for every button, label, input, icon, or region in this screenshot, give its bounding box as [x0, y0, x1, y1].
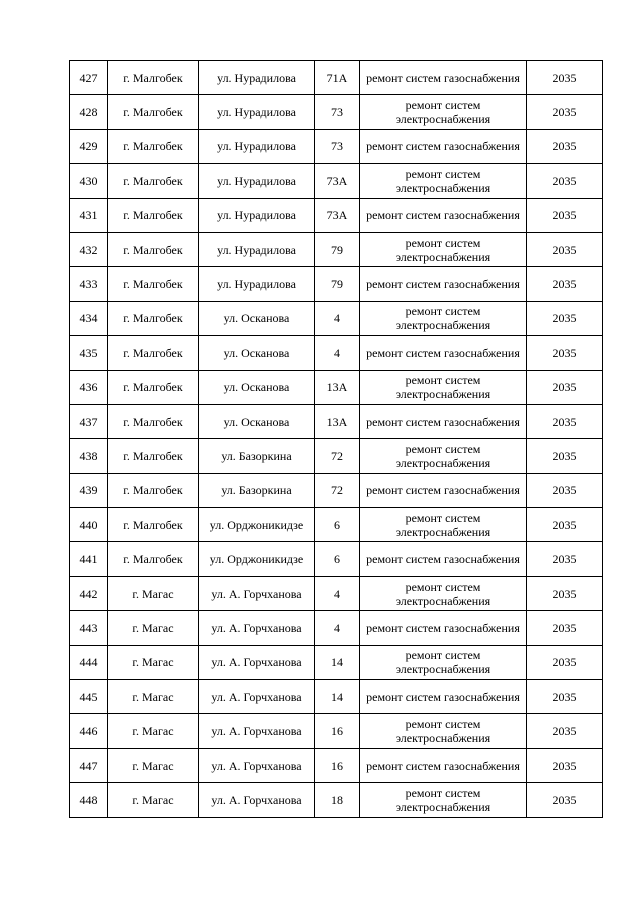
city-cell: г. Малгобек [108, 198, 199, 232]
work-type-cell: ремонт систем газоснабжения [360, 611, 527, 645]
year-cell: 2035 [527, 508, 603, 542]
city-cell: г. Малгобек [108, 439, 199, 473]
row-number-cell: 436 [70, 370, 108, 404]
table-row [70, 301, 603, 335]
work-type-cell: ремонт систем газоснабжения [360, 542, 527, 576]
house-number-cell: 79 [315, 232, 360, 266]
year-cell: 2035 [527, 301, 603, 335]
work-type-cell: ремонт систем газоснабжения [360, 748, 527, 782]
row-number-cell: 437 [70, 404, 108, 438]
year-cell: 2035 [527, 714, 603, 748]
street-cell: ул. А. Горчханова [199, 576, 315, 610]
city-cell: г. Магас [108, 611, 199, 645]
work-type-cell: ремонт систем электроснабжения [360, 164, 527, 198]
row-number-cell: 433 [70, 267, 108, 301]
table-row [70, 714, 603, 748]
row-number-cell: 441 [70, 542, 108, 576]
city-cell: г. Малгобек [108, 301, 199, 335]
work-type-cell: ремонт систем газоснабжения [360, 336, 527, 370]
city-cell: г. Малгобек [108, 473, 199, 507]
city-cell: г. Малгобек [108, 542, 199, 576]
table-row [70, 95, 603, 129]
house-number-cell: 73 [315, 129, 360, 163]
house-number-cell: 72 [315, 473, 360, 507]
row-number-cell: 447 [70, 748, 108, 782]
street-cell: ул. Нурадилова [199, 61, 315, 95]
street-cell: ул. Орджоникидзе [199, 508, 315, 542]
city-cell: г. Малгобек [108, 508, 199, 542]
table-row [70, 370, 603, 404]
house-number-cell: 4 [315, 576, 360, 610]
city-cell: г. Малгобек [108, 61, 199, 95]
table-body [70, 61, 603, 818]
street-cell: ул. Нурадилова [199, 164, 315, 198]
table-row [70, 129, 603, 163]
row-number-cell: 446 [70, 714, 108, 748]
street-cell: ул. А. Горчханова [199, 611, 315, 645]
table-row [70, 645, 603, 679]
year-cell: 2035 [527, 267, 603, 301]
city-cell: г. Малгобек [108, 267, 199, 301]
table-row [70, 198, 603, 232]
year-cell: 2035 [527, 404, 603, 438]
work-type-cell: ремонт систем электроснабжения [360, 95, 527, 129]
table-row [70, 680, 603, 714]
row-number-cell: 427 [70, 61, 108, 95]
house-number-cell: 6 [315, 542, 360, 576]
city-cell: г. Малгобек [108, 336, 199, 370]
city-cell: г. Магас [108, 748, 199, 782]
work-type-cell: ремонт систем электроснабжения [360, 370, 527, 404]
street-cell: ул. А. Горчханова [199, 645, 315, 679]
row-number-cell: 443 [70, 611, 108, 645]
table-row [70, 783, 603, 817]
row-number-cell: 438 [70, 439, 108, 473]
year-cell: 2035 [527, 232, 603, 266]
house-number-cell: 14 [315, 645, 360, 679]
row-number-cell: 431 [70, 198, 108, 232]
street-cell: ул. А. Горчханова [199, 680, 315, 714]
work-type-cell: ремонт систем электроснабжения [360, 232, 527, 266]
street-cell: ул. А. Горчханова [199, 748, 315, 782]
year-cell: 2035 [527, 129, 603, 163]
table-row [70, 473, 603, 507]
street-cell: ул. Осканова [199, 370, 315, 404]
house-number-cell: 13А [315, 370, 360, 404]
row-number-cell: 445 [70, 680, 108, 714]
house-number-cell: 72 [315, 439, 360, 473]
work-type-cell: ремонт систем электроснабжения [360, 714, 527, 748]
street-cell: ул. Нурадилова [199, 198, 315, 232]
street-cell: ул. Осканова [199, 404, 315, 438]
work-type-cell: ремонт систем газоснабжения [360, 198, 527, 232]
street-cell: ул. Нурадилова [199, 129, 315, 163]
year-cell: 2035 [527, 61, 603, 95]
street-cell: ул. Нурадилова [199, 95, 315, 129]
house-number-cell: 79 [315, 267, 360, 301]
city-cell: г. Магас [108, 783, 199, 817]
row-number-cell: 439 [70, 473, 108, 507]
year-cell: 2035 [527, 473, 603, 507]
city-cell: г. Малгобек [108, 129, 199, 163]
table-row [70, 542, 603, 576]
table-row [70, 611, 603, 645]
street-cell: ул. Базоркина [199, 473, 315, 507]
house-number-cell: 73А [315, 198, 360, 232]
work-type-cell: ремонт систем газоснабжения [360, 473, 527, 507]
work-type-cell: ремонт систем газоснабжения [360, 267, 527, 301]
table-row [70, 508, 603, 542]
street-cell: ул. Орджоникидзе [199, 542, 315, 576]
house-number-cell: 14 [315, 680, 360, 714]
work-type-cell: ремонт систем электроснабжения [360, 439, 527, 473]
year-cell: 2035 [527, 748, 603, 782]
house-number-cell: 13А [315, 404, 360, 438]
work-type-cell: ремонт систем газоснабжения [360, 680, 527, 714]
row-number-cell: 442 [70, 576, 108, 610]
row-number-cell: 444 [70, 645, 108, 679]
city-cell: г. Магас [108, 714, 199, 748]
year-cell: 2035 [527, 439, 603, 473]
street-cell: ул. Базоркина [199, 439, 315, 473]
house-number-cell: 4 [315, 611, 360, 645]
table-row [70, 576, 603, 610]
year-cell: 2035 [527, 783, 603, 817]
row-number-cell: 430 [70, 164, 108, 198]
row-number-cell: 434 [70, 301, 108, 335]
city-cell: г. Малгобек [108, 370, 199, 404]
year-cell: 2035 [527, 576, 603, 610]
street-cell: ул. Осканова [199, 301, 315, 335]
table-row [70, 232, 603, 266]
house-number-cell: 6 [315, 508, 360, 542]
city-cell: г. Малгобек [108, 95, 199, 129]
work-type-cell: ремонт систем электроснабжения [360, 783, 527, 817]
work-type-cell: ремонт систем электроснабжения [360, 576, 527, 610]
house-number-cell: 18 [315, 783, 360, 817]
city-cell: г. Малгобек [108, 232, 199, 266]
row-number-cell: 440 [70, 508, 108, 542]
row-number-cell: 432 [70, 232, 108, 266]
house-number-cell: 4 [315, 301, 360, 335]
street-cell: ул. А. Горчханова [199, 714, 315, 748]
work-type-cell: ремонт систем электроснабжения [360, 301, 527, 335]
year-cell: 2035 [527, 95, 603, 129]
table-row [70, 404, 603, 438]
table-row [70, 336, 603, 370]
city-cell: г. Малгобек [108, 404, 199, 438]
row-number-cell: 435 [70, 336, 108, 370]
street-cell: ул. Осканова [199, 336, 315, 370]
table-row [70, 61, 603, 95]
repair-schedule-table [69, 60, 603, 818]
work-type-cell: ремонт систем электроснабжения [360, 645, 527, 679]
table-row [70, 267, 603, 301]
house-number-cell: 73 [315, 95, 360, 129]
house-number-cell: 71А [315, 61, 360, 95]
row-number-cell: 428 [70, 95, 108, 129]
house-number-cell: 16 [315, 748, 360, 782]
work-type-cell: ремонт систем газоснабжения [360, 404, 527, 438]
street-cell: ул. Нурадилова [199, 232, 315, 266]
house-number-cell: 73А [315, 164, 360, 198]
street-cell: ул. Нурадилова [199, 267, 315, 301]
row-number-cell: 429 [70, 129, 108, 163]
year-cell: 2035 [527, 164, 603, 198]
table-row [70, 439, 603, 473]
year-cell: 2035 [527, 680, 603, 714]
city-cell: г. Малгобек [108, 164, 199, 198]
year-cell: 2035 [527, 370, 603, 404]
year-cell: 2035 [527, 542, 603, 576]
work-type-cell: ремонт систем электроснабжения [360, 508, 527, 542]
house-number-cell: 4 [315, 336, 360, 370]
work-type-cell: ремонт систем газоснабжения [360, 129, 527, 163]
table-row [70, 748, 603, 782]
work-type-cell: ремонт систем газоснабжения [360, 61, 527, 95]
year-cell: 2035 [527, 336, 603, 370]
city-cell: г. Магас [108, 680, 199, 714]
year-cell: 2035 [527, 645, 603, 679]
table-row [70, 164, 603, 198]
house-number-cell: 16 [315, 714, 360, 748]
year-cell: 2035 [527, 611, 603, 645]
city-cell: г. Магас [108, 645, 199, 679]
city-cell: г. Магас [108, 576, 199, 610]
street-cell: ул. А. Горчханова [199, 783, 315, 817]
year-cell: 2035 [527, 198, 603, 232]
row-number-cell: 448 [70, 783, 108, 817]
